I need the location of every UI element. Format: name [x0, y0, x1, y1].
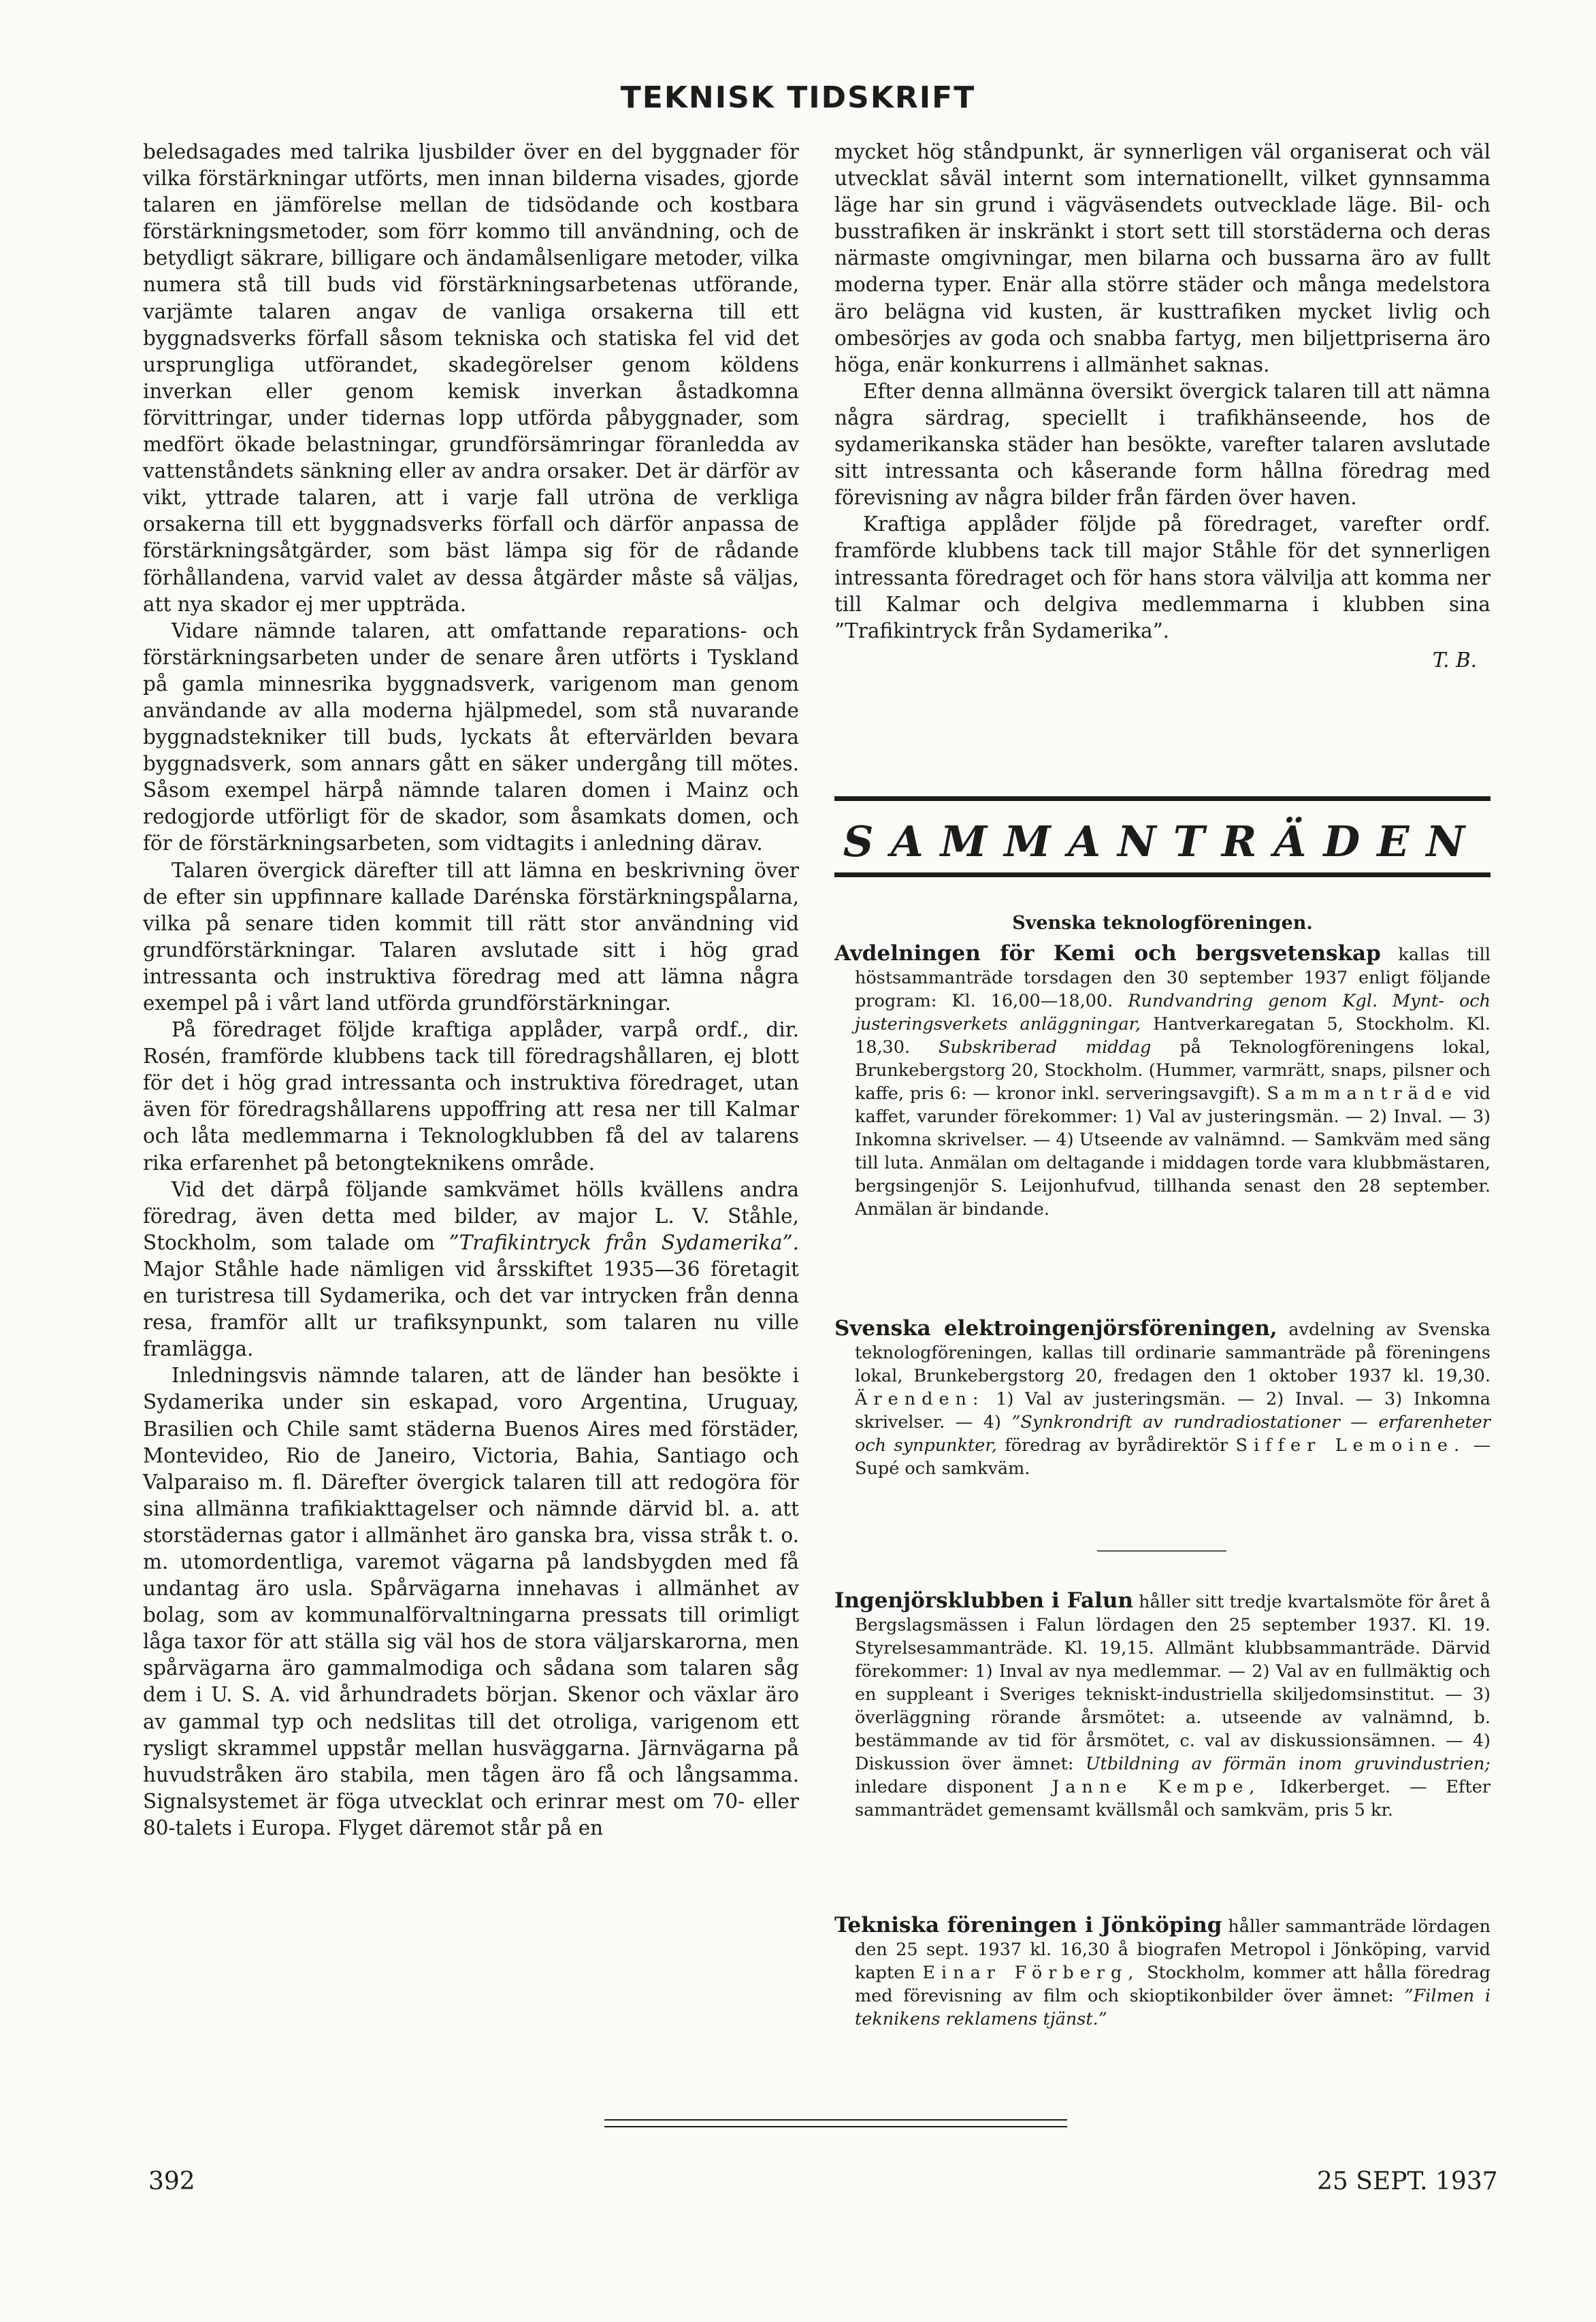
- organization-name: Tekniska föreningen i Jönköping: [834, 1913, 1222, 1937]
- bottom-rule: [604, 2126, 1067, 2127]
- notice-block-3: [834, 1589, 1491, 1822]
- paragraph-text: Major Ståhle hade nämligen vid årsskiftet 1935—36 företagit en turistresa till Sydamerika, och det var intrycken från denna resa, framför allt ur trafiksynpunkt, som talaren nu ville framlägga.: [143, 1257, 799, 1361]
- article-paragraph: Efter denna allmänna översikt övergick talaren till att nämna några särdrag, speciellt i trafikhänseende, hos de sydamerikanska städer han besökte, varefter talaren avslutade sitt intressanta och kåserande form hållna föredrag med förevisning av några bilder från färden över haven.: [834, 379, 1491, 510]
- article-paragraph: Inledningsvis nämnde talaren, att de länder han besökte i Sydamerika under sin eskapad, voro Argentina, Uruguay, Brasilien och Chile samt städerna Buenos Aires med förstäder, Montevideo, Rio de Janeiro, Victoria, Bahia, Santiago och Valparaiso m. fl. Därefter övergick talaren till att redogöra för sina allmänna trafikiakttagelser och nämnde därvid bl. a. att storstädernas gator i allmänhet äro ganska bra, vissa stråk t. o. m. utomordentliga, varemot vägarna på landsbygden med få undantag äro usla. Spårvägarna innehavas i allmänhet av bolag, som av kommunalförvaltningarna pressats till orimligt låga taxor för att ställa sig väl hos de stora väljarskarorna, men spårvägarna äro gammalmodiga och sådana som talaren såg dem i U. S. A. vid århundradets början. Skenor och växlar äro av gammal typ och nedslitas till det otroliga, varigenom ett rysligt skrammel uppstår mellan husväggarna. Järnvägarna på huvudstråken äro stabila, men tågen äro få och långsamma. Signalsystemet är föga utvecklat och erinrar mest om 70- eller 80-talets i Europa. Flyget däremot står på en: [143, 1364, 799, 1839]
- article-paragraph: Talaren övergick därefter till att lämna en beskrivning över de efter sin uppfinnare kallade Darénska förstärkningspålarna, vilka på senare tiden kommit till rätt stor användning vid grundförstärkningar. Talaren avslutade sitt i hög grad intressanta och instruktiva föredrag med att lämna några exempel på i vårt land utförda grundförstärkningar.: [143, 858, 799, 1015]
- notice-spaced: Einar Förberg,: [922, 1963, 1140, 1983]
- divider: [1097, 1550, 1226, 1552]
- notice-italic: Rundvandring genom Kgl. Mynt- och justeringsverkets anläggningar,: [855, 991, 1491, 1034]
- notice-text: — Supé och samkväm.: [855, 1435, 1491, 1479]
- issue-date: 25 SEPT. 1937: [1317, 2168, 1498, 2195]
- bottom-rule: [604, 2119, 1067, 2121]
- organization-name: Avdelningen för Kemi och bergsvetenskap: [834, 941, 1381, 966]
- notice-text: Stockholm, kommer att hålla föredrag med förevisning av film och skioptikonbilder över ämnet:: [855, 1963, 1491, 2006]
- section-bottom-rule: [834, 872, 1491, 877]
- organization-name: Svenska elektroingenjörsföreningen,: [834, 1316, 1277, 1341]
- notice-block-2: [834, 1317, 1491, 1480]
- notice-text: håller sitt tredje kvartalsmöte för året å Bergslagsmässen i Falun lördagen den 25 september 1937. Kl. 19. Styrelsesammanträde. Kl. 19,15. Allmänt klubbsammanträde. Därvid förekommer: 1) Inval av nya medlemmar. — 2) Val av en fullmäktig och en suppleant i Sveriges tekniskt-industriella skiljedomsinstitut. — 3) överläggning rörande årsmötet: a. utseende av valnämnd, b. bestämmande av tid för årsmötet, c. val av diskussionsämnen. — 4) Diskussion över ämnet:: [855, 1592, 1491, 1774]
- organization-name: Ingenjörsklubben i Falun: [834, 1588, 1133, 1613]
- section-top-rule: [834, 796, 1491, 801]
- article-paragraph: Kraftiga applåder följde på föredraget, varefter ordf. framförde klubbens tack till major Ståhle för det synnerligen intressanta föredraget och för hans stora välvilja att komma ner till Kalmar och delgiva medlemmarna i klubben sina ”Trafikintryck från Sydamerika”.: [834, 512, 1491, 642]
- notice-italic: Utbildning av förmän inom gruvindustrien;: [1085, 1754, 1491, 1774]
- page-number: 392: [148, 2168, 195, 2195]
- article-paragraph: [143, 1177, 799, 1363]
- notice-block-4: [834, 1914, 1491, 2031]
- section-title: SAMMANTRÄDEN: [843, 817, 1482, 866]
- society-heading: Svenska teknologföreningen.: [1012, 913, 1313, 934]
- meeting-notice: [834, 1317, 1491, 1480]
- meeting-notice: [834, 942, 1491, 1221]
- journal-title: TEKNISK TIDSKRIFT: [620, 80, 976, 115]
- notice-block-1: [834, 912, 1491, 1221]
- notice-text: håller sammanträde lördagen den 25 sept. 1937 kl. 16,30 å biografen Metropol i Jönköping, varvid kapten: [855, 1916, 1491, 1983]
- paragraph-text: Vid det därpå följande samkvämet hölls kvällens andra föredrag, även detta med bilder, av major L. V. Ståhle, Stockholm, som talade om: [143, 1177, 799, 1254]
- article-paragraph: beledsagades med talrika ljusbilder över en del byggnader för vilka förstärkningar utförts, men innan bilderna visades, gjorde talaren en jämförelse mellan de tidsödande och kostbara förstärkningsmetoder, som förr kommo till användning, och de betydligt säkrare, billigare och ändamålsenligare metoder, vilka numera stå till buds vid förstärkningsarbetenas utförande, varjämte talaren angav de vanliga orsakerna till ett byggnadsverks förfall såsom tekniska och statiska fel vid det ursprungliga utförandet, skadegörelser genom köldens inverkan eller genom kemisk inverkan åstadkomna förvittringar, under tidernas lopp utförda påbyggnader, som medfört ökade belastningar, grundförsämringar föranledda av vattenståndets sänkning eller av andra orsaker. Det är därför av vikt, yttrade talaren, att i varje fall utröna de verkliga orsakerna till ett byggnadsverks förfall och därför anpassa de förstärkningsåtgärder, som bäst lämpa sig för de rådande förhållandena, varvid valet av dessa åtgärder måste så väljas, att nya skador ej mer uppträda.: [143, 140, 799, 616]
- notice-spaced: Janne Kempe,: [1052, 1777, 1261, 1797]
- notice-text: Hantverkaregatan 5, Stockholm. Kl. 18,30.: [855, 1014, 1491, 1058]
- notice-spaced: Ärenden:: [855, 1389, 985, 1409]
- notice-text: avdelning av Svenska teknologföreningen, kallas till ordinarie sammanträde på föreningens lokal, Brunkebergstorg 20, fredagen den 1 oktober 1937 kl. 19,30.: [855, 1320, 1491, 1386]
- notice-italic: ”Filmen i teknikens reklamens tjänst.”: [855, 1986, 1491, 2029]
- article-paragraph: Vidare nämnde talaren, att omfattande reparations- och förstärkningsarbeten under de senare åren utförts i Tyskland på gamla minnesrika byggnadsverk, varigenom man genom användande av alla moderna hjälpmedel, som stå nuvarande byggnadstekniker till buds, lyckats åt eftervärlden bevara byggnadsverk, som annars gått en säker undergång till mötes. Såsom exempel härpå nämnde talaren domen i Mainz och redogjorde utförligt för de skador, som åsamkats domen, och för de förstärkningsarbeten, som vidtagits i anledning därav.: [143, 619, 799, 855]
- notice-italic: Subskriberad middag: [938, 1037, 1152, 1058]
- left-column: [143, 139, 799, 1842]
- article-paragraph: mycket hög ståndpunkt, är synnerligen väl organiserat och väl utvecklat såväl internt som internationellt, vilket gynnsamma läge har sin grund i vägväsendets outvecklade läge. Bil- och busstrafiken är inskränkt i stort sett till storstäderna och deras närmaste omgivningar, men bilarna och bussarna äro av fullt moderna typer. Enär alla större städer och många medelstora äro belägna vid kusten, är kusttrafiken mycket livlig och ombesörjes av goda och snabba fartyg, men biljettpriserna äro höga, enär konkurrens i allmänhet saknas.: [834, 140, 1491, 376]
- notice-text: föredrag av byrådirektör: [996, 1435, 1236, 1456]
- meeting-notice: [834, 1589, 1491, 1822]
- notice-text: Idkerberget. — Efter sammanträdet gemensamt kvällsmål och samkväm, pris 5 kr.: [855, 1777, 1491, 1820]
- lecture-title: ”Trafikintryck från Sydamerika”.: [449, 1230, 799, 1254]
- signature: T. B.: [1432, 648, 1477, 672]
- notice-text: 1) Val av justeringsmän. — 2) Inval. — 3) Inkomna skrivelser. — 4): [855, 1389, 1491, 1433]
- notice-spaced: Sammanträde: [1267, 1083, 1459, 1104]
- notice-spaced: Siffer Lemoine.: [1235, 1435, 1466, 1456]
- notice-text: kallas till höstsammanträde torsdagen den 30 september 1937 enligt följande program: Kl. 16,00—18,00.: [855, 945, 1491, 1011]
- meeting-notice: [834, 1914, 1491, 2031]
- article-paragraph: På föredraget följde kraftiga applåder, varpå ordf., dir. Rosén, framförde klubbens tack till föredragshållaren, ej blott för det i hög grad intressanta och instruktiva föredraget, utan även för föredragshållarens uppoffring att resa ner till Kalmar och låta medlemmarna i Teknologklubben få del av talarens rika erfarenhet på betongteknikens område.: [143, 1018, 799, 1175]
- notice-text: inledare disponent: [855, 1777, 1052, 1797]
- notice-text: på Teknologföreningens lokal, Brunkebergstorg 20, Stockholm. (Hummer, varmrätt, snaps, pilsner och kaffe, pris 6: — kronor inkl. serveringsavgift).: [855, 1037, 1491, 1104]
- right-column: [834, 139, 1491, 674]
- notice-text: vid kaffet, varunder förekommer: 1) Val av justeringsmän. — 2) Inval. — 3) Inkomna skrivelser. — 4) Utseende av valnämnd. — Samkväm med säng till luta. Anmälan om deltagande i middagen torde vara klubbmästaren, bergsingenjör S. Leijonhufvud, tillhanda senast den 28 september. Anmälan är bindande.: [855, 1083, 1491, 1220]
- notice-italic: ”Synkrondrift av rundradiostationer — erfarenheter och synpunkter,: [855, 1412, 1491, 1456]
